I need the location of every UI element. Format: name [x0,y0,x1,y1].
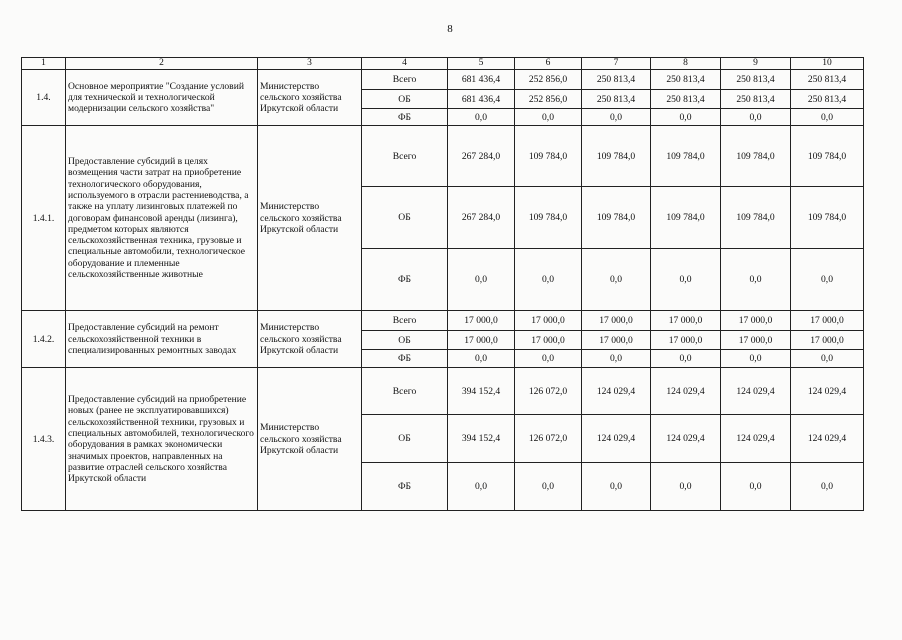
page-number: 8 [447,23,453,35]
amount-cell: 0,0 [651,463,721,511]
column-header: 1 [22,58,66,70]
funding-source: ОБ [362,331,448,350]
amount-cell: 252 856,0 [515,90,582,109]
funding-source: Всего [362,70,448,90]
amount-cell: 109 784,0 [651,187,721,249]
amount-cell: 109 784,0 [582,187,651,249]
amount-cell: 109 784,0 [515,126,582,187]
amount-cell: 250 813,4 [651,70,721,90]
column-header: 7 [582,58,651,70]
amount-cell: 0,0 [582,109,651,126]
column-header: 5 [448,58,515,70]
funding-source: ФБ [362,463,448,511]
funding-source: ОБ [362,187,448,249]
amount-cell: 0,0 [721,249,791,311]
amount-cell: 252 856,0 [515,70,582,90]
amount-cell: 394 152,4 [448,415,515,463]
amount-cell: 17 000,0 [582,331,651,350]
amount-cell: 109 784,0 [721,187,791,249]
column-header: 6 [515,58,582,70]
amount-cell: 17 000,0 [651,331,721,350]
amount-cell: 124 029,4 [791,368,864,415]
measure-description: Предоставление субсидий в целях возмещения части затрат на приобретение технологического оборудования, используемого в отрасли растениеводства, а также на уплату лизинговых платежей по договорам финансовой аренды (лизинга), предметом которых являются сельскохозяйственная техника, грузовые и специальные автомобили, технологическое оборудование и племенные сельскохозяйственные животные [66,126,258,311]
amount-cell: 0,0 [515,350,582,368]
amount-cell: 17 000,0 [448,331,515,350]
column-header: 10 [791,58,864,70]
responsible-organization: Министерство сельского хозяйства Иркутской области [258,368,362,511]
amount-cell: 267 284,0 [448,187,515,249]
column-header: 8 [651,58,721,70]
amount-cell: 0,0 [582,249,651,311]
amount-cell: 17 000,0 [791,311,864,331]
amount-cell: 0,0 [721,109,791,126]
measure-description: Основное мероприятие "Создание условий для технической и технологической модернизации сельского хозяйства" [66,70,258,126]
amount-cell: 250 813,4 [651,90,721,109]
amount-cell: 0,0 [448,463,515,511]
amount-cell: 124 029,4 [791,415,864,463]
amount-cell: 681 436,4 [448,70,515,90]
amount-cell: 250 813,4 [791,70,864,90]
budget-table [21,57,864,511]
header-row [22,58,864,70]
measure-description: Предоставление субсидий на приобретение новых (ранее не эксплуатировавшихся) сельскохозяйственной техники, грузовых и специальных автомобилей, технологического оборудования в рамках экономически значимых проектов, направленных на развитие отраслей сельского хозяйства Иркутской области [66,368,258,511]
row-number: 1.4. [22,70,66,126]
amount-cell: 17 000,0 [651,311,721,331]
amount-cell: 681 436,4 [448,90,515,109]
funding-source: ФБ [362,249,448,311]
responsible-organization: Министерство сельского хозяйства Иркутской области [258,311,362,368]
amount-cell: 124 029,4 [582,368,651,415]
amount-cell: 250 813,4 [791,90,864,109]
amount-cell: 0,0 [791,249,864,311]
amount-cell: 0,0 [721,463,791,511]
amount-cell: 0,0 [651,249,721,311]
amount-cell: 250 813,4 [582,90,651,109]
row-number: 1.4.2. [22,311,66,368]
amount-cell: 0,0 [791,350,864,368]
amount-cell: 109 784,0 [651,126,721,187]
amount-cell: 0,0 [582,350,651,368]
responsible-organization: Министерство сельского хозяйства Иркутской области [258,70,362,126]
amount-cell: 0,0 [582,463,651,511]
amount-cell: 124 029,4 [651,368,721,415]
amount-cell: 124 029,4 [721,415,791,463]
column-header: 2 [66,58,258,70]
amount-cell: 17 000,0 [721,311,791,331]
amount-cell: 0,0 [791,463,864,511]
funding-source: Всего [362,126,448,187]
amount-cell: 109 784,0 [791,187,864,249]
funding-source: ОБ [362,415,448,463]
amount-cell: 0,0 [651,350,721,368]
amount-cell: 124 029,4 [721,368,791,415]
amount-cell: 0,0 [448,350,515,368]
funding-source: ФБ [362,109,448,126]
amount-cell: 109 784,0 [582,126,651,187]
amount-cell: 0,0 [448,249,515,311]
column-header: 4 [362,58,448,70]
amount-cell: 17 000,0 [582,311,651,331]
measure-description: Предоставление субсидий на ремонт сельскохозяйственной техники в специализированных ремонтных заводах [66,311,258,368]
amount-cell: 126 072,0 [515,368,582,415]
amount-cell: 0,0 [651,109,721,126]
amount-cell: 250 813,4 [721,70,791,90]
amount-cell: 0,0 [515,109,582,126]
amount-cell: 124 029,4 [582,415,651,463]
funding-source: ФБ [362,350,448,368]
amount-cell: 0,0 [515,249,582,311]
funding-source: Всего [362,311,448,331]
amount-cell: 17 000,0 [515,331,582,350]
table-row [22,70,864,90]
row-number: 1.4.3. [22,368,66,511]
column-header: 9 [721,58,791,70]
amount-cell: 0,0 [721,350,791,368]
amount-cell: 0,0 [448,109,515,126]
amount-cell: 109 784,0 [721,126,791,187]
amount-cell: 267 284,0 [448,126,515,187]
funding-source: ОБ [362,90,448,109]
amount-cell: 126 072,0 [515,415,582,463]
amount-cell: 109 784,0 [791,126,864,187]
table-row [22,368,864,415]
amount-cell: 17 000,0 [515,311,582,331]
amount-cell: 0,0 [791,109,864,126]
amount-cell: 17 000,0 [448,311,515,331]
row-number: 1.4.1. [22,126,66,311]
column-header: 3 [258,58,362,70]
table-row [22,126,864,187]
amount-cell: 17 000,0 [721,331,791,350]
amount-cell: 17 000,0 [791,331,864,350]
funding-source: Всего [362,368,448,415]
amount-cell: 109 784,0 [515,187,582,249]
amount-cell: 124 029,4 [651,415,721,463]
responsible-organization: Министерство сельского хозяйства Иркутской области [258,126,362,311]
amount-cell: 250 813,4 [582,70,651,90]
amount-cell: 0,0 [515,463,582,511]
amount-cell: 394 152,4 [448,368,515,415]
table-row [22,311,864,331]
amount-cell: 250 813,4 [721,90,791,109]
